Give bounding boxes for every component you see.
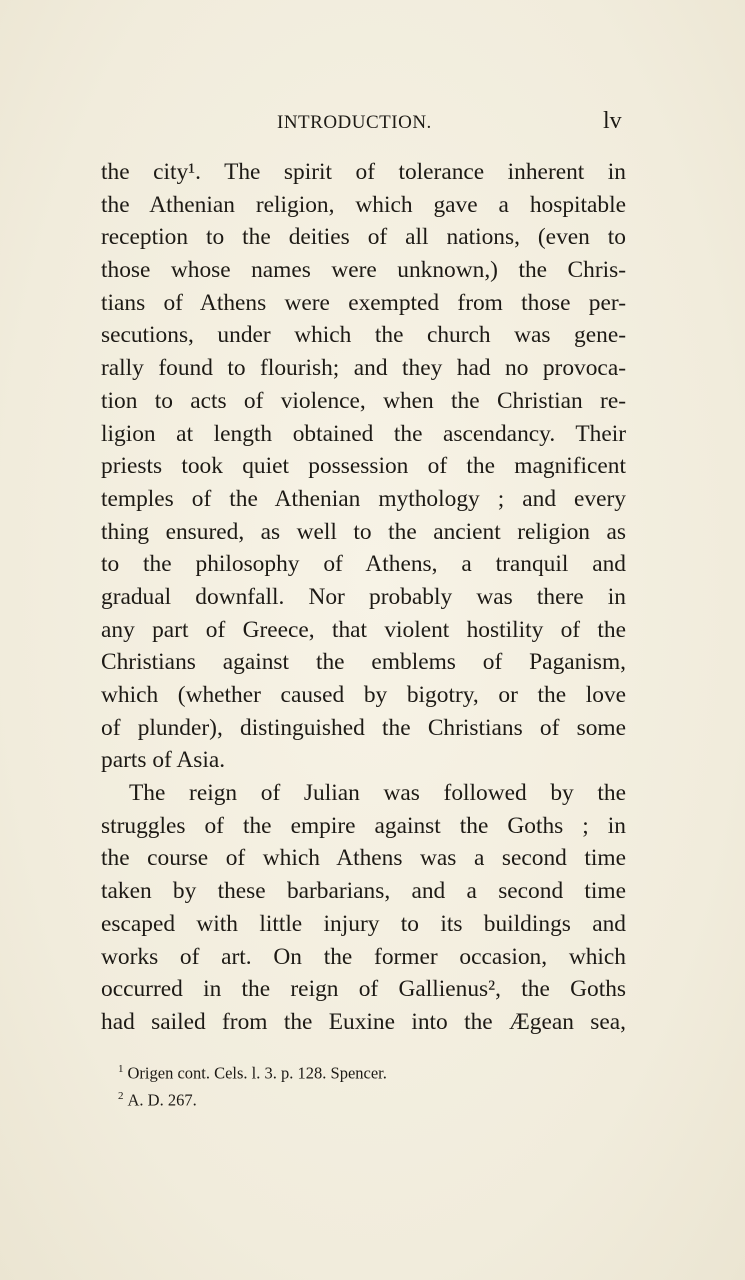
footnotes bbox=[118, 1056, 598, 1110]
footnote-text: A. D. 267. bbox=[127, 1090, 197, 1110]
text-line: of plunder), distinguished the Christians of some bbox=[101, 714, 626, 741]
text-line: those whose names were unknown,) the Chris- bbox=[101, 257, 626, 284]
text-line: which (whether caused by bigotry, or the love bbox=[101, 682, 626, 708]
text-line: priests took quiet possession of the magnificent bbox=[101, 453, 626, 480]
footnote-text: Origen cont. Cels. l. 3. p. 128. Spencer. bbox=[127, 1063, 387, 1083]
running-head bbox=[0, 108, 745, 138]
text-line: gradual downfall. Nor probably was there in bbox=[101, 583, 626, 610]
text-line: reception to the deities of all nations, (even to bbox=[101, 224, 626, 251]
text-line: the city¹. The spirit of tolerance inherent in bbox=[101, 159, 626, 185]
page-number: lv bbox=[603, 108, 622, 134]
text-line: secutions, under which the church was gene- bbox=[101, 322, 626, 349]
text-line: struggles of the empire against the Goths ; in bbox=[101, 812, 626, 839]
paragraph-end-line: parts of Asia. bbox=[101, 747, 226, 774]
text-line: the Athenian religion, which gave a hospitable bbox=[101, 191, 626, 218]
text-line: temples of the Athenian mythology ; and every bbox=[101, 485, 626, 512]
footnote-mark: 2 bbox=[118, 1090, 124, 1102]
text-line: tion to acts of violence, when the Christian re- bbox=[101, 387, 626, 414]
text-line: ligion at length obtained the ascendancy. Their bbox=[101, 420, 626, 447]
text-line: occurred in the reign of Gallienus², the Goths bbox=[101, 976, 626, 1003]
text-line: the course of which Athens was a second time bbox=[101, 845, 626, 872]
running-title: INTRODUCTION. bbox=[277, 112, 432, 133]
paragraph-start-line: The reign of Julian was followed by the bbox=[129, 780, 626, 807]
body-text bbox=[101, 156, 626, 1039]
text-line: rally found to flourish; and they had no provoca- bbox=[101, 355, 626, 382]
text-line: any part of Greece, that violent hostility of the bbox=[101, 616, 626, 643]
text-line: taken by these barbarians, and a second time bbox=[101, 878, 626, 905]
text-line: escaped with little injury to its buildings and bbox=[101, 910, 626, 937]
footnote-1 bbox=[118, 1056, 598, 1083]
footnote-mark: 1 bbox=[118, 1063, 124, 1075]
text-line: to the philosophy of Athens, a tranquil and bbox=[101, 551, 626, 578]
text-line: had sailed from the Euxine into the Ægean sea, bbox=[101, 1008, 626, 1035]
text-line: works of art. On the former occasion, which bbox=[101, 943, 626, 970]
text-line: tians of Athens were exempted from those per- bbox=[101, 289, 626, 316]
text-line: Christians against the emblems of Paganism, bbox=[101, 649, 626, 676]
text-line: thing ensured, as well to the ancient religion as bbox=[101, 518, 626, 545]
footnote-2 bbox=[118, 1083, 598, 1110]
